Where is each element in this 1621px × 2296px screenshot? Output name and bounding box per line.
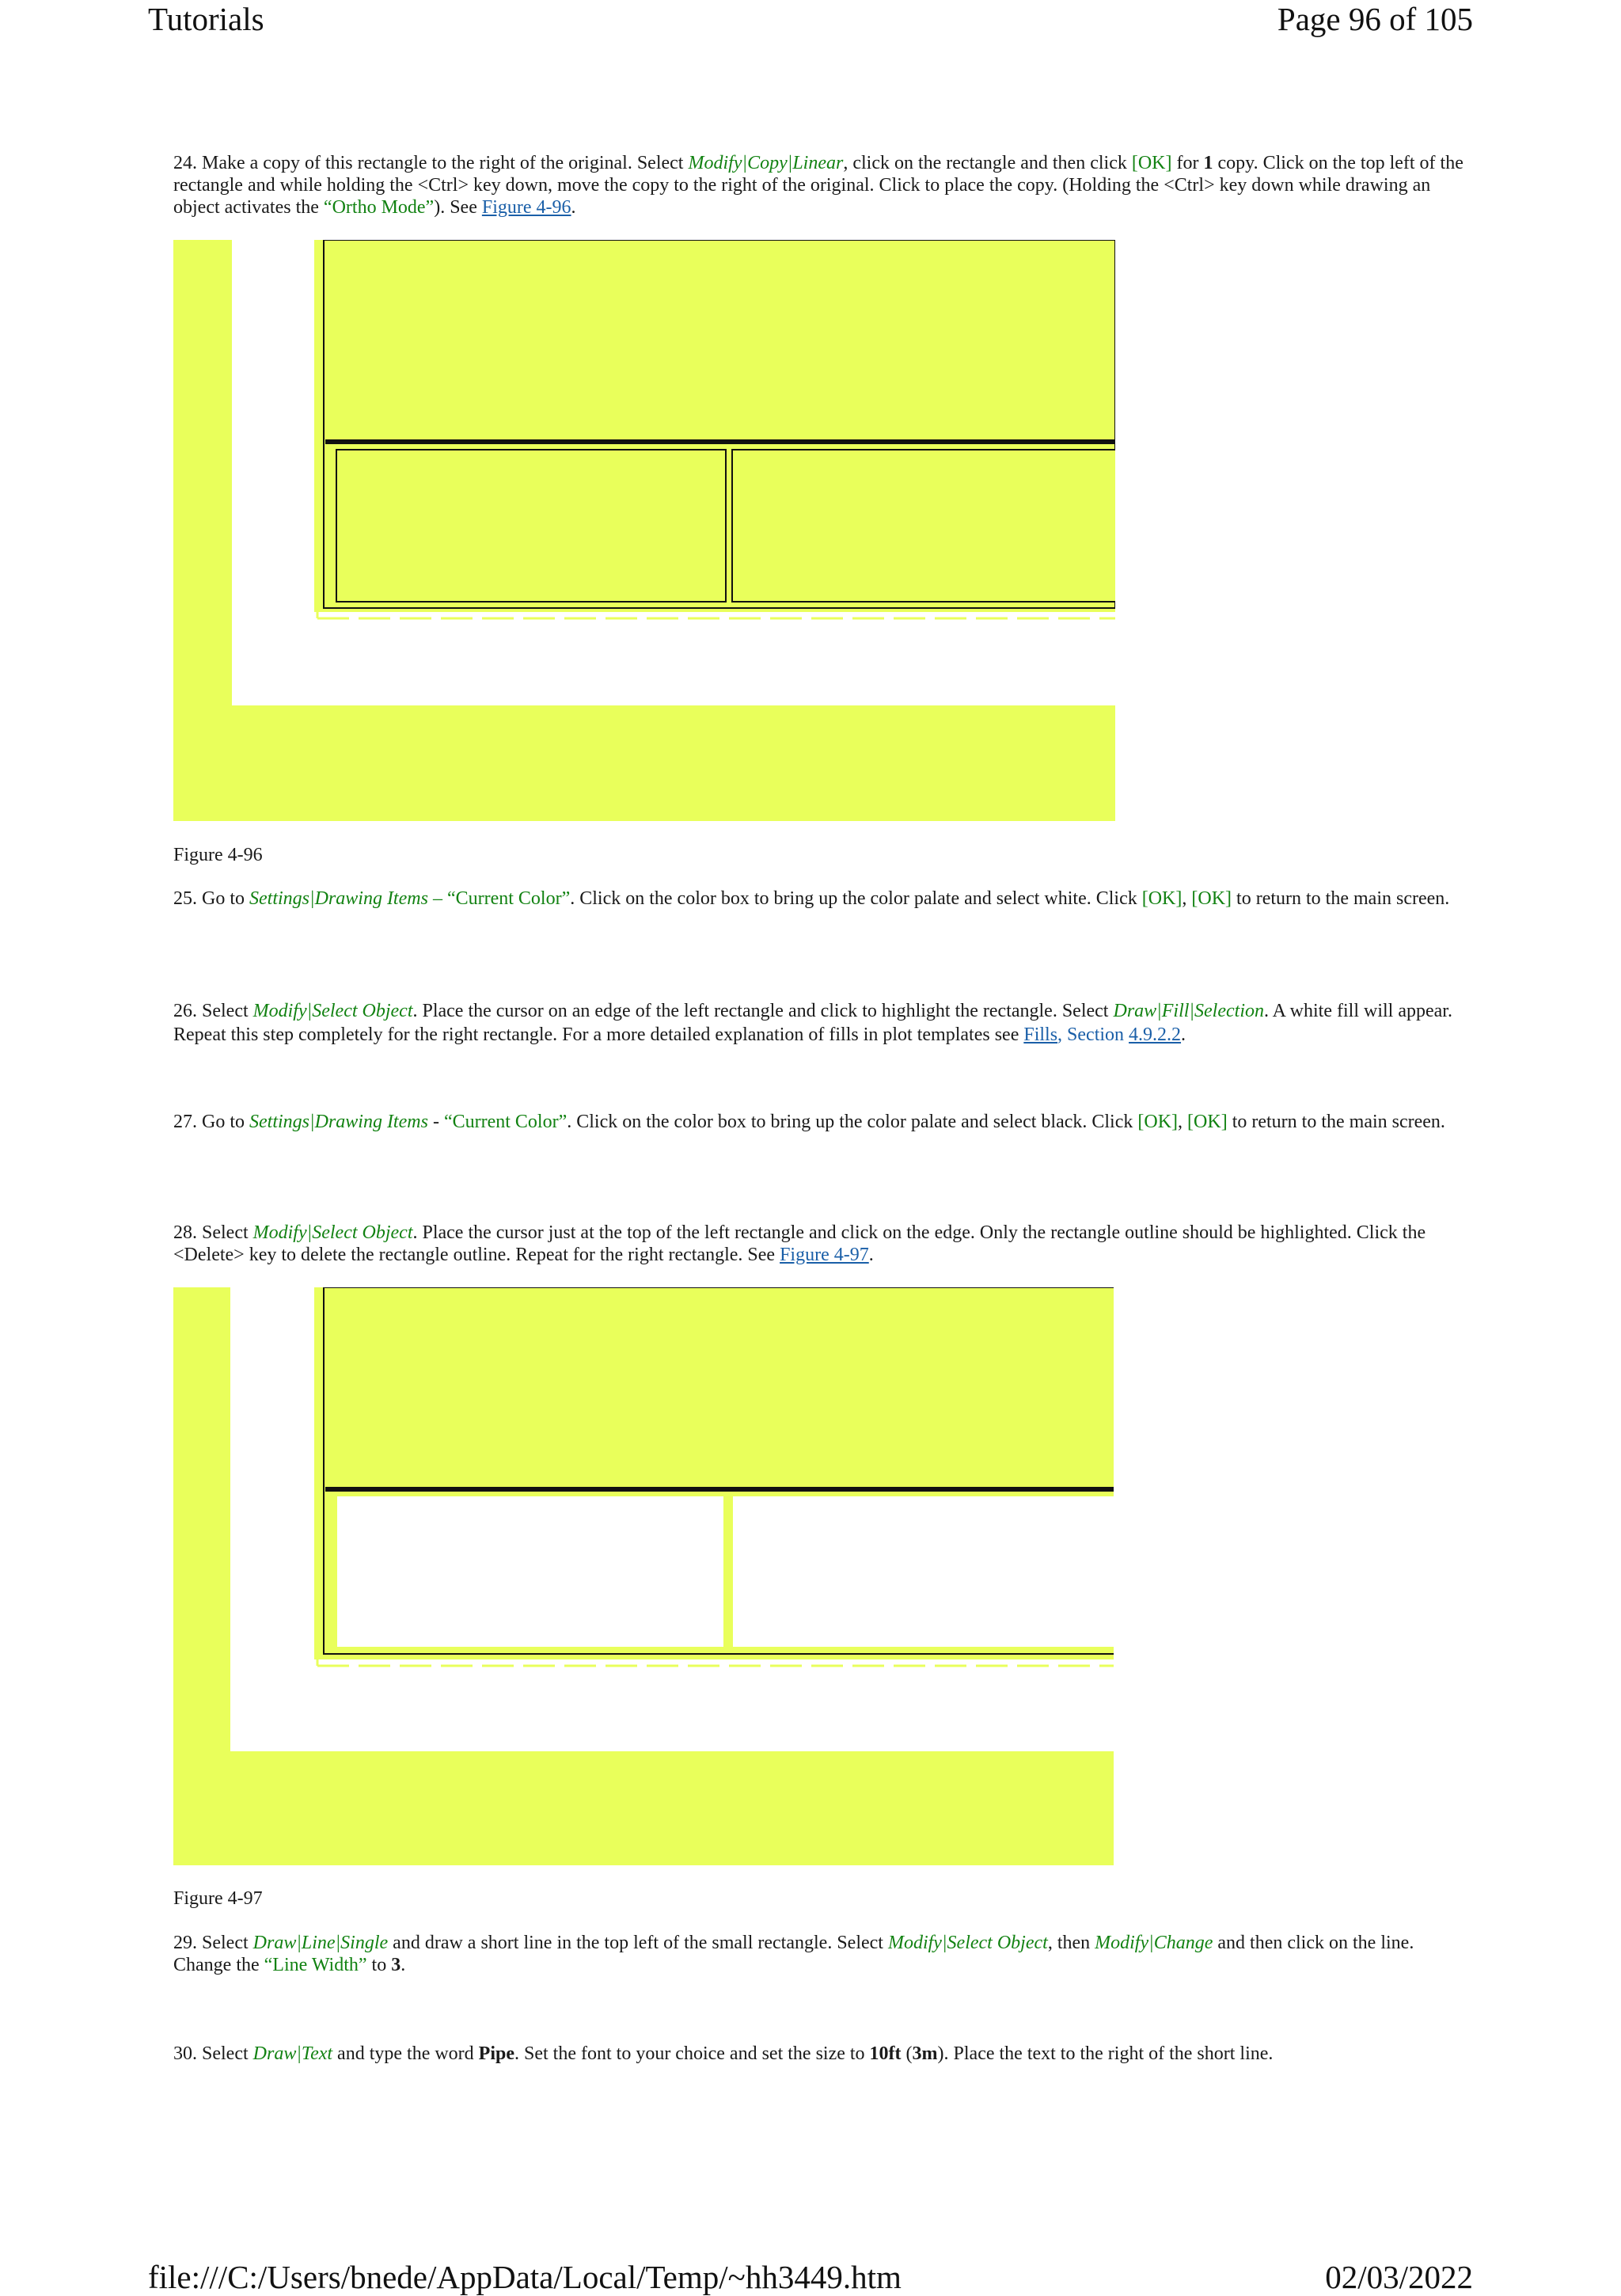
- line-width-value: 3: [391, 1955, 401, 1975]
- ok-label: [OK]: [1131, 153, 1172, 173]
- step-number: 24.: [173, 153, 197, 173]
- step-text: , click on the rectangle and then click: [843, 153, 1132, 173]
- menu-path: Modify|Select Object: [252, 1001, 413, 1021]
- step-text: for: [1171, 153, 1204, 173]
- pipe-word: Pipe: [478, 2043, 514, 2064]
- setting-name: “Line Width”: [264, 1955, 367, 1975]
- step-number: 28.: [173, 1222, 197, 1243]
- setting-name: “Current Color”: [446, 888, 571, 909]
- ok-label: [OK]: [1187, 1112, 1228, 1132]
- menu-path: Draw|Fill|Selection: [1113, 1001, 1264, 1021]
- figure-link[interactable]: Figure 4-96: [481, 197, 571, 218]
- menu-path: Modify|Copy|Linear: [688, 153, 844, 173]
- fills-link[interactable]: Fills: [1023, 1024, 1058, 1045]
- step-number: 30.: [173, 2043, 197, 2064]
- figure-caption: Figure 4-96: [173, 845, 263, 865]
- figure-4-97: [173, 1287, 1114, 1865]
- size-metric-value: 3m: [912, 2043, 938, 2064]
- menu-path: Modify|Select Object: [252, 1222, 413, 1243]
- ok-label: [OK]: [1191, 888, 1232, 909]
- figure-link[interactable]: Figure 4-97: [780, 1245, 869, 1265]
- section-link[interactable]: 4.9.2.2: [1129, 1024, 1182, 1045]
- figure-4-96: [173, 240, 1115, 821]
- step-number: 29.: [173, 1933, 197, 1953]
- menu-path: Draw|Line|Single: [252, 1933, 389, 1953]
- page-number: Page 96 of 105: [1277, 1, 1473, 37]
- step-number: 27.: [173, 1112, 197, 1132]
- step-number: 25.: [173, 888, 197, 909]
- step-26: 26. Select Modify|Select Object. Place the cursor on an edge of the left rectangle and click to highlight the rectangle. Select Draw|Fill|Selection. A white fill will appear. Repeat this step completely for the right rectangle. For a more detailed explanation of fills in plot templates see Fills, Section 4.9.2.2.: [173, 1001, 1452, 1045]
- page-header-title: Tutorials: [148, 1, 264, 37]
- step-30: 30. Select Draw|Text and type the word Pipe. Set the font to your choice and set the size to 10ft (3m). Place the text to the right of the short line.: [173, 2043, 1274, 2064]
- step-text: Make a copy of this rectangle to the right of the original. Select: [197, 153, 689, 173]
- step-24: 24. Make a copy of this rectangle to the right of the original. Select Modify|Copy|Linear, click on the rectangle and then click [OK] for 1 copy. Click on the top left of the rectangle and while holding the <Ctrl> key down, move the copy to the right of the original. Click to place the copy. (Holding the <Ctrl> key down while drawing an object activates the “Ortho Mode”). See Figure 4-96.: [173, 153, 1463, 218]
- menu-path: Settings|Drawing Items: [249, 1112, 428, 1132]
- setting-name: “Current Color”: [443, 1112, 568, 1132]
- figure-caption: Figure 4-97: [173, 1888, 263, 1909]
- menu-path: Draw|Text: [252, 2043, 333, 2064]
- step-25: 25. Go to Settings|Drawing Items – “Current Color”. Click on the color box to bring up the color palate and select white. Click [OK], [OK] to return to the main screen.: [173, 888, 1450, 909]
- step-27: 27. Go to Settings|Drawing Items - “Current Color”. Click on the color box to bring up the color palate and select black. Click [OK], [OK] to return to the main screen.: [173, 1112, 1445, 1132]
- ok-label: [OK]: [1141, 888, 1183, 909]
- file-path: file:///C:/Users/bnede/AppData/Local/Temp/~hh3449.htm: [148, 2259, 902, 2295]
- step-number: 26.: [173, 1001, 197, 1021]
- size-value: 10ft: [869, 2043, 902, 2064]
- step-text: ). See: [434, 197, 482, 218]
- ok-label: [OK]: [1137, 1112, 1179, 1132]
- print-date: 02/03/2022: [1325, 2259, 1473, 2295]
- menu-path: Modify|Select Object: [887, 1933, 1048, 1953]
- setting-name: “Ortho Mode”: [323, 197, 435, 218]
- menu-path: Modify|Change: [1095, 1933, 1213, 1953]
- step-text: copy. Click on the top left of the rectangle and while holding the <Ctrl> key down, move the copy to the right of the original. Click to place the copy. (Holding the <Ctrl> key down while drawing an object activates the: [173, 153, 1463, 218]
- menu-path: Settings|Drawing Items: [249, 888, 428, 909]
- step-29: 29. Select Draw|Line|Single and draw a short line in the top left of the small rectangle. Select Modify|Select Object, then Modify|Change and then click on the line. Change the “Line Width” to 3.: [173, 1933, 1414, 1975]
- step-28: 28. Select Modify|Select Object. Place the cursor just at the top of the left rectangle and click on the edge. Only the rectangle outline should be highlighted. Click the <Delete> key to delete the rectangle outline. Repeat for the right rectangle. See Figure 4-97.: [173, 1222, 1426, 1265]
- copy-count: 1: [1203, 153, 1213, 173]
